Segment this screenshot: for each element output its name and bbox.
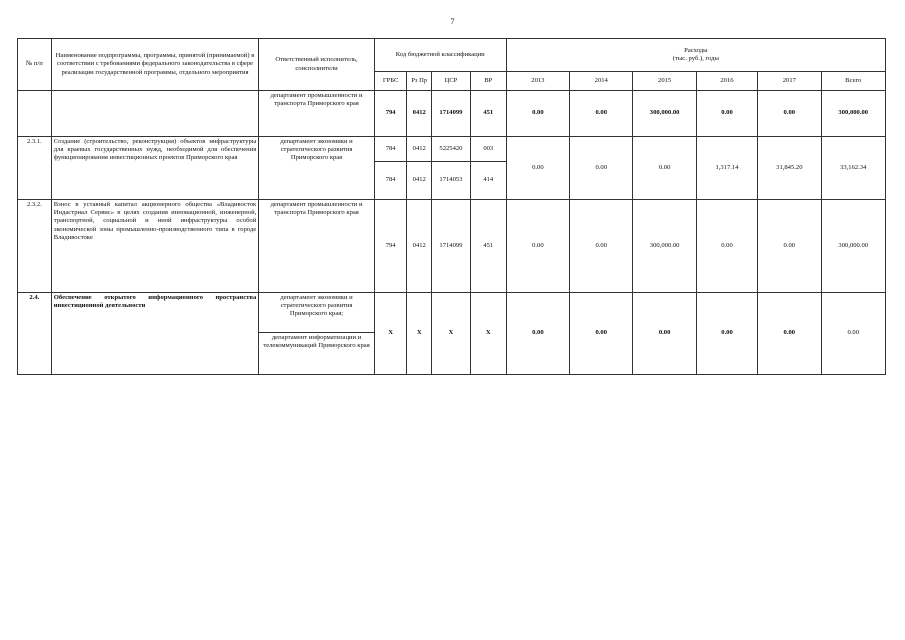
cell-vr: 414 [470, 162, 506, 200]
cell-value: 0.00 [506, 293, 569, 375]
header-year: 2014 [570, 72, 633, 91]
cell-value: 0.00 [758, 91, 821, 137]
header-rzpr: Рз Пр [407, 72, 432, 91]
row-executor: департамент промышленности и транспорта Приморского края [259, 91, 375, 137]
cell-vr: 003 [470, 137, 506, 162]
cell-value: 0.00 [570, 200, 633, 293]
cell-rzpr: 0412 [407, 162, 432, 200]
cell-value: 0.00 [506, 137, 569, 200]
header-year: 2017 [758, 72, 821, 91]
cell-value: 0.00 [506, 200, 569, 293]
header-row-top [18, 39, 886, 72]
cell-value: 0.00 [821, 293, 885, 375]
cell-rzpr: X [407, 293, 432, 375]
cell-grbs: 784 [374, 162, 407, 200]
cell-value: 0.00 [758, 200, 821, 293]
header-year: 2013 [506, 72, 569, 91]
cell-value: 0.00 [570, 137, 633, 200]
header-grbs: ГРБС [374, 72, 407, 91]
table-row [18, 91, 886, 137]
header-col-code: Код бюджетной классификации [374, 39, 506, 72]
cell-rzpr: 0412 [407, 137, 432, 162]
row-executor: департамент информатизации и телекоммуникаций Приморского края [259, 333, 375, 375]
cell-value: 0.00 [633, 137, 696, 200]
cell-vr: 451 [470, 200, 506, 293]
row-num: 2.4. [18, 293, 52, 375]
cell-csr: 5225420 [432, 137, 471, 162]
cell-csr: 1714099 [432, 91, 471, 137]
header-vr: ВР [470, 72, 506, 91]
row-name: Обеспечение открытого информационного пространства инвестиционной деятельности [51, 293, 259, 375]
row-name: Создание (строительство, реконструкция) объектов инфраструктуры для краевых государственных нужд, необходимой для обеспечения функционирования инвестиционных проектов Приморского края [51, 137, 259, 200]
header-col-name: Наименование подпрограммы, программы, принятой (принимаемой) в соответствии с требованиями федерального законодательства в сфере реализации государственной программы, отдельного мероприятия [51, 39, 259, 91]
cell-grbs: X [374, 293, 407, 375]
row-name: Взнос в уставный капитал акционерного общества «Владивосток Индастриал Сервис» в целях создания инновационной, инженерной, транспортной, социальной и иной инфраструктуры особой экономической зоны промышленно-производственного типа в городе Владивостоке [51, 200, 259, 293]
header-col-num: № п/п [18, 39, 52, 91]
header-year: 2016 [696, 72, 757, 91]
cell-value: 0.00 [696, 91, 757, 137]
row-num [18, 91, 52, 137]
cell-value: 33,162.34 [821, 137, 885, 200]
table-row [18, 293, 886, 333]
header-col-exec: Ответственный исполнитель, соисполнители [259, 39, 375, 91]
cell-csr: 1714053 [432, 162, 471, 200]
cell-csr: X [432, 293, 471, 375]
header-col-expenses: Расходы (тыс. руб.), годы [506, 39, 885, 72]
cell-vr: 451 [470, 91, 506, 137]
page-number: 7 [450, 17, 455, 26]
cell-value: 300,000.00 [821, 200, 885, 293]
row-num: 2.3.2. [18, 200, 52, 293]
cell-value: 0.00 [570, 91, 633, 137]
cell-value: 1,317.14 [696, 137, 757, 200]
header-total: Всего [821, 72, 885, 91]
row-executor: департамент экономики и стратегического развития Приморского края [259, 137, 375, 200]
cell-value: 0.00 [696, 200, 757, 293]
row-executor: департамент экономики и стратегического развития Приморского края; [259, 293, 375, 333]
cell-value: 0.00 [506, 91, 569, 137]
cell-value: 0.00 [758, 293, 821, 375]
header-year: 2015 [633, 72, 696, 91]
cell-rzpr: 0412 [407, 91, 432, 137]
cell-vr: X [470, 293, 506, 375]
cell-value: 0.00 [633, 293, 696, 375]
cell-value: 300,000.00 [821, 91, 885, 137]
cell-grbs: 794 [374, 91, 407, 137]
cell-value: 300,000.00 [633, 91, 696, 137]
cell-value: 0.00 [696, 293, 757, 375]
row-name [51, 91, 259, 137]
row-executor: департамент промышленности и транспорта Приморского края [259, 200, 375, 293]
table-row [18, 200, 886, 293]
cell-value: 0.00 [570, 293, 633, 375]
cell-rzpr: 0412 [407, 200, 432, 293]
table-row [18, 137, 886, 162]
row-num: 2.3.1. [18, 137, 52, 200]
cell-csr: 1714099 [432, 200, 471, 293]
budget-table [17, 38, 886, 375]
cell-grbs: 784 [374, 137, 407, 162]
header-csr: ЦСР [432, 72, 471, 91]
cell-grbs: 794 [374, 200, 407, 293]
cell-value: 300,000.00 [633, 200, 696, 293]
cell-value: 31,845.20 [758, 137, 821, 200]
